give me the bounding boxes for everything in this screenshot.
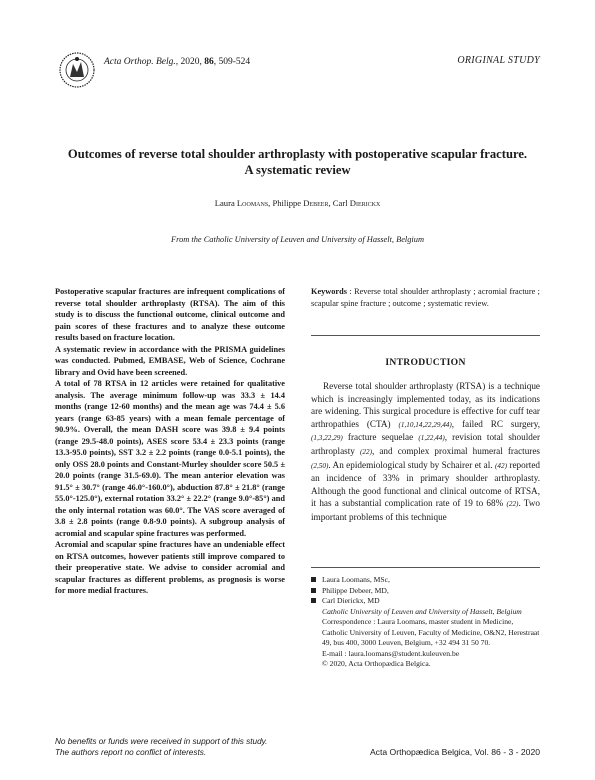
abstract (55, 286, 285, 597)
author-note: Philippe Debeer, MD, (311, 586, 540, 597)
abstract-paragraph: Acromial and scapular spine fractures have an undeniable effect on RTSA outcomes, however patients still improve compared to their preoperative state. We advise to consider acromial and scapular fractures as different problems, as prognosis is worse for more medial fractures. (55, 540, 285, 595)
square-bullet-icon (311, 577, 316, 582)
notes-divider (311, 567, 540, 568)
journal-seal-logo (58, 50, 96, 90)
affiliation-line: From the Catholic University of Leuven and University of Hasselt, Belgium (171, 235, 424, 244)
author-notes (311, 575, 540, 670)
keywords: Keywords : Reverse total shoulder arthroplasty ; acromial fracture ; scapular spine fracture ; outcome ; systematic review. (311, 287, 540, 308)
keywords-divider (311, 335, 540, 336)
article-type-label: ORIGINAL STUDY (457, 55, 540, 66)
copyright-line: © 2020, Acta Orthopædica Belgica. (322, 659, 431, 668)
abstract-paragraph: Postoperative scapular fractures are infrequent complications of reverse total shoulder arthroplasty (RTSA). The aim of this study is to discuss the functional outcome, clinical outcome and pain scores of these fractures and to analyze these outcome results based on fracture location. (55, 287, 285, 342)
abstract-paragraph: A systematic review in accordance with the PRISMA guidelines was conducted. Pubmed, EMBASE, Web of Science, Cochrane library and Ovid have been screened. (55, 344, 285, 377)
abstract-paragraph: A total of 78 RTSA in 12 articles were retained for qualitative analysis. The average minimum follow-up was 33.3 ± 14.4 months (range 12-60 months) and the mean age was 74.4 ± 5.6 years (range 63-85 years) with a mean female percentage of 90.9%. Overall, the mean DASH score was 39.8 ± 9.4 points (range 29.5-48.0 points), ASES score 53.4 ± 23.3 points (range 13.3-95.0 points), SST 3.2 ± 2.2 points (range 0.0-5.1 points), the only OSS 28.0 points and Constant-Murley shoulder score 50.5 ± 20.0 points (range 31.5-69.0). The mean anterior elevation was 91.5° ± 30.7° (range 46.0°-160.0°), abduction 87.8° ± 21.8° (range 55.0°-125.0°), external rotation 33.2° ± 22.2° (range 9.0°-85°) and the only internal rotation was 60.0°. The VAS score averaged of 3.8 ± 2.8 points (range 0.8-9.0 points). A subgroup analysis of acromial and scapular spine fractures was performed. (55, 379, 285, 538)
notes-affiliation: Catholic University of Leuven and University of Hasselt, Belgium (322, 606, 522, 616)
author-list: Laura Loomans, Philippe Debeer, Carl Dierickx (214, 198, 381, 208)
email-line: E-mail : laura.loomans@student.kuleuven.be (322, 648, 460, 658)
journal-reference: Acta Orthop. Belg., 2020, 86, 509-524 (104, 57, 251, 67)
article-title: Outcomes of reverse total shoulder arthroplasty with postoperative scapular fracture. A systematic review (67, 147, 528, 177)
square-bullet-icon (311, 598, 316, 603)
correspondence: Correspondence : Laura Loomans, master student in Medicine, Catholic University of Leuven, Faculty of Medicine, O&N2, Herestraat 49, bus 400, 3000 Leuven, Belgium, +32 494 31 50 70. (322, 617, 540, 647)
page-footer: Acta Orthopædica Belgica, Vol. 86 - 3 - 2020 (369, 747, 540, 757)
author-note: Laura Loomans, MSc, (311, 575, 540, 586)
funding-statement: No benefits or funds were received in support of this study. The authors report no conflict of interests. (55, 737, 268, 757)
square-bullet-icon (311, 588, 316, 593)
introduction-body: Reverse total shoulder arthroplasty (RTSA) is a technique which is increasingly implemented today, as its indications are widening. This surgical procedure is effective for cuff tear arthropathies (CTA) (1,10,14,22,29,44), failed RC surgery, (1,3,22,29) fracture sequelae (1,22,44), revision total shoulder arthroplasty (22), and complex proximal humeral fractures (2,50). An epidemiological study by Schairer et al. (42) reported an incidence of 33% in primary shoulder arthroplasty. Although the good functional and clinical outcome of RTSA, it has a substantial complication rate of 19 to 68% (22). Two important problems of this technique (311, 381, 541, 522)
introduction-heading: INTRODUCTION (385, 357, 466, 368)
author-note: Carl Dierickx, MD (311, 596, 540, 607)
